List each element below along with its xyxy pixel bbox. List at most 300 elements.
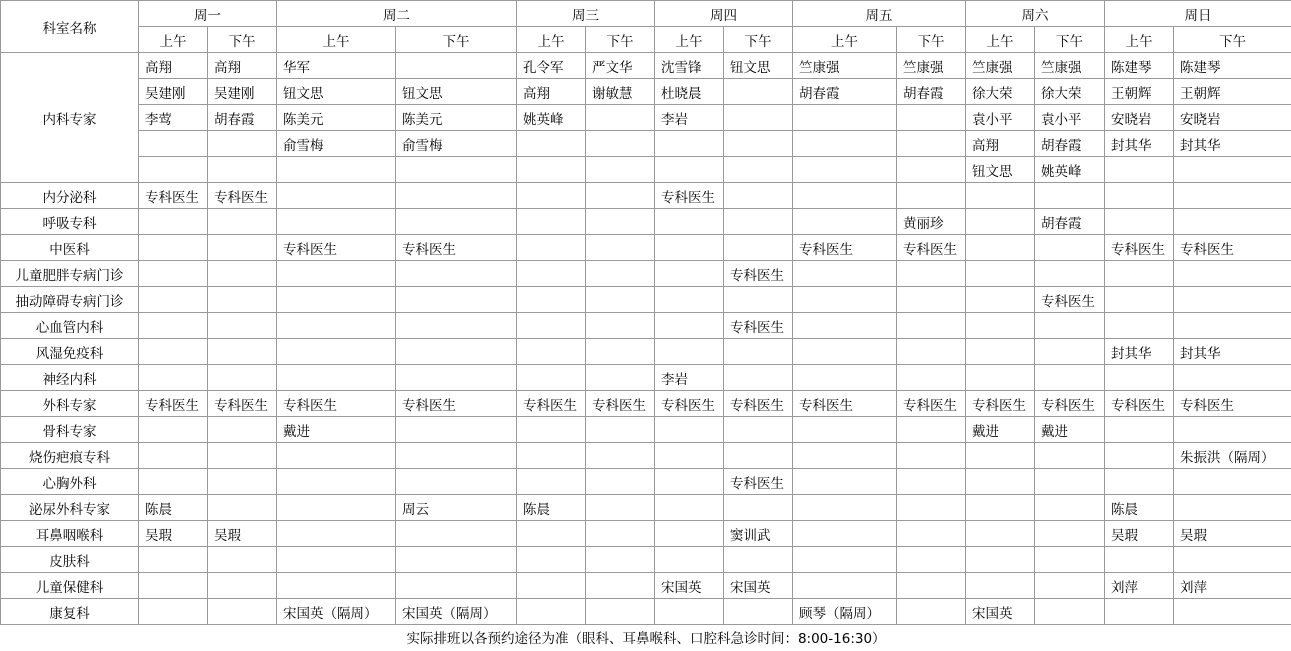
- schedule-cell: [655, 599, 724, 625]
- schedule-cell: [655, 469, 724, 495]
- schedule-cell: [396, 547, 517, 573]
- schedule-cell: [139, 339, 208, 365]
- schedule-cell: [793, 105, 897, 131]
- schedule-cell: [586, 313, 655, 339]
- schedule-cell: 专科医生: [277, 235, 396, 261]
- schedule-cell: [1105, 183, 1174, 209]
- schedule-cell: [277, 573, 396, 599]
- schedule-cell: [793, 417, 897, 443]
- table-row: [1, 469, 1291, 495]
- schedule-cell: [655, 157, 724, 183]
- schedule-cell: 宋国英: [655, 573, 724, 599]
- schedule-cell: 吴建刚: [208, 79, 277, 105]
- schedule-cell: [1105, 599, 1174, 625]
- schedule-cell: [586, 209, 655, 235]
- table-row: [1, 313, 1291, 339]
- schedule-cell: 专科医生: [139, 391, 208, 417]
- pm-header: 下午: [1035, 27, 1105, 53]
- schedule-cell: [277, 495, 396, 521]
- schedule-cell: [793, 495, 897, 521]
- schedule-cell: [208, 365, 277, 391]
- schedule-cell: [655, 417, 724, 443]
- am-header: 上午: [655, 27, 724, 53]
- schedule-cell: 专科医生: [1035, 391, 1105, 417]
- schedule-cell: [277, 365, 396, 391]
- day-header: 周二: [277, 1, 517, 27]
- schedule-cell: [208, 547, 277, 573]
- schedule-cell: [966, 573, 1035, 599]
- schedule-cell: [1105, 287, 1174, 313]
- schedule-cell: [208, 287, 277, 313]
- schedule-cell: [793, 547, 897, 573]
- schedule-cell: [139, 443, 208, 469]
- schedule-cell: [793, 443, 897, 469]
- schedule-cell: 袁小平: [966, 105, 1035, 131]
- dept-name: 外科专家: [1, 391, 139, 417]
- schedule-cell: [655, 521, 724, 547]
- schedule-cell: [208, 261, 277, 287]
- schedule-cell: 封其华: [1174, 131, 1291, 157]
- day-header: 周五: [793, 1, 966, 27]
- schedule-cell: [724, 79, 793, 105]
- schedule-cell: 沈雪锋: [655, 53, 724, 79]
- schedule-cell: [724, 365, 793, 391]
- schedule-cell: [1174, 495, 1291, 521]
- schedule-cell: 华军: [277, 53, 396, 79]
- dept-name: 耳鼻咽喉科: [1, 521, 139, 547]
- schedule-cell: 刘萍: [1174, 573, 1291, 599]
- schedule-cell: [724, 183, 793, 209]
- schedule-cell: [586, 105, 655, 131]
- schedule-cell: 宋国英（隔周）: [277, 599, 396, 625]
- schedule-cell: 竺康强: [966, 53, 1035, 79]
- schedule-cell: 胡春霞: [897, 79, 966, 105]
- schedule-cell: [586, 339, 655, 365]
- schedule-cell: 孔令军: [517, 53, 586, 79]
- dept-header: 科室名称: [1, 1, 139, 53]
- table-row: [1, 79, 1291, 105]
- schedule-cell: 专科医生: [396, 235, 517, 261]
- schedule-cell: 专科医生: [655, 391, 724, 417]
- table-row: [1, 131, 1291, 157]
- dept-name: 心胸外科: [1, 469, 139, 495]
- schedule-cell: [724, 547, 793, 573]
- schedule-cell: [793, 469, 897, 495]
- table-row: [1, 157, 1291, 183]
- schedule-cell: [966, 547, 1035, 573]
- schedule-cell: [586, 469, 655, 495]
- schedule-cell: 陈晨: [139, 495, 208, 521]
- schedule-cell: [1105, 313, 1174, 339]
- schedule-cell: [277, 287, 396, 313]
- schedule-cell: [396, 339, 517, 365]
- schedule-cell: [897, 469, 966, 495]
- schedule-cell: [139, 365, 208, 391]
- schedule-cell: [897, 105, 966, 131]
- schedule-cell: [396, 261, 517, 287]
- schedule-cell: 专科医生: [1174, 391, 1291, 417]
- schedule-cell: 周云: [396, 495, 517, 521]
- schedule-cell: 专科医生: [1105, 235, 1174, 261]
- schedule-cell: [897, 365, 966, 391]
- schedule-cell: [1035, 235, 1105, 261]
- schedule-cell: [586, 495, 655, 521]
- schedule-cell: [793, 287, 897, 313]
- am-header: 上午: [1105, 27, 1174, 53]
- dept-name: 儿童肥胖专病门诊: [1, 261, 139, 287]
- schedule-cell: [517, 157, 586, 183]
- schedule-cell: [139, 417, 208, 443]
- schedule-cell: [1035, 365, 1105, 391]
- table-row: [1, 547, 1291, 573]
- schedule-cell: [517, 547, 586, 573]
- header-days-row: [1, 1, 1291, 27]
- schedule-cell: [586, 287, 655, 313]
- schedule-cell: [517, 339, 586, 365]
- schedule-cell: 姚英峰: [1035, 157, 1105, 183]
- schedule-cell: [966, 287, 1035, 313]
- schedule-cell: [724, 235, 793, 261]
- schedule-cell: [966, 313, 1035, 339]
- schedule-cell: [897, 157, 966, 183]
- schedule-cell: [1174, 417, 1291, 443]
- schedule-cell: 徐大荣: [1035, 79, 1105, 105]
- schedule-cell: 吴瑕: [208, 521, 277, 547]
- schedule-cell: [277, 339, 396, 365]
- table-row: [1, 235, 1291, 261]
- schedule-cell: 徐大荣: [966, 79, 1035, 105]
- schedule-cell: [793, 365, 897, 391]
- header-period-row: [1, 27, 1291, 53]
- schedule-cell: 专科医生: [897, 235, 966, 261]
- schedule-cell: [517, 261, 586, 287]
- schedule-cell: [1105, 209, 1174, 235]
- schedule-cell: [793, 573, 897, 599]
- schedule-cell: [396, 417, 517, 443]
- schedule-cell: 安晓岩: [1174, 105, 1291, 131]
- schedule-cell: [897, 521, 966, 547]
- schedule-cell: [1035, 261, 1105, 287]
- schedule-cell: [655, 443, 724, 469]
- dept-name: 皮肤科: [1, 547, 139, 573]
- schedule-cell: [517, 469, 586, 495]
- schedule-cell: [1174, 183, 1291, 209]
- schedule-cell: 吴瑕: [1174, 521, 1291, 547]
- schedule-cell: 专科医生: [724, 313, 793, 339]
- schedule-cell: [655, 235, 724, 261]
- schedule-cell: [724, 105, 793, 131]
- schedule-cell: 专科医生: [586, 391, 655, 417]
- schedule-cell: 王朝辉: [1174, 79, 1291, 105]
- schedule-cell: [793, 183, 897, 209]
- schedule-cell: [897, 261, 966, 287]
- schedule-cell: 钮文思: [396, 79, 517, 105]
- schedule-cell: 高翔: [208, 53, 277, 79]
- schedule-cell: [724, 443, 793, 469]
- schedule-cell: [1174, 547, 1291, 573]
- schedule-cell: [396, 365, 517, 391]
- schedule-cell: [793, 521, 897, 547]
- schedule-cell: 封其华: [1174, 339, 1291, 365]
- schedule-cell: [793, 157, 897, 183]
- schedule-cell: [208, 209, 277, 235]
- schedule-cell: [139, 469, 208, 495]
- schedule-cell: 朱振洪（隔周）: [1174, 443, 1291, 469]
- schedule-cell: [1035, 495, 1105, 521]
- schedule-cell: [724, 417, 793, 443]
- schedule-cell: [396, 521, 517, 547]
- schedule-cell: [396, 209, 517, 235]
- schedule-cell: [897, 131, 966, 157]
- schedule-cell: [724, 287, 793, 313]
- schedule-cell: 宋国英: [966, 599, 1035, 625]
- schedule-cell: 专科医生: [277, 391, 396, 417]
- dept-name: 神经内科: [1, 365, 139, 391]
- schedule-cell: 刘萍: [1105, 573, 1174, 599]
- schedule-cell: [208, 339, 277, 365]
- table-row: [1, 183, 1291, 209]
- schedule-cell: [586, 183, 655, 209]
- schedule-cell: [586, 235, 655, 261]
- table-row: [1, 365, 1291, 391]
- schedule-cell: [966, 339, 1035, 365]
- schedule-cell: [586, 157, 655, 183]
- schedule-cell: [517, 521, 586, 547]
- schedule-cell: [396, 157, 517, 183]
- schedule-cell: [1035, 443, 1105, 469]
- schedule-cell: [724, 157, 793, 183]
- schedule-cell: 王朝辉: [1105, 79, 1174, 105]
- dept-name: 抽动障碍专病门诊: [1, 287, 139, 313]
- schedule-cell: [517, 573, 586, 599]
- schedule-cell: 封其华: [1105, 339, 1174, 365]
- schedule-cell: 封其华: [1105, 131, 1174, 157]
- schedule-cell: [396, 469, 517, 495]
- schedule-cell: 专科医生: [1105, 391, 1174, 417]
- schedule-cell: [139, 313, 208, 339]
- schedule-cell: [396, 53, 517, 79]
- schedule-cell: [1105, 365, 1174, 391]
- schedule-cell: 专科医生: [793, 391, 897, 417]
- schedule-cell: 吴瑕: [139, 521, 208, 547]
- schedule-cell: [586, 365, 655, 391]
- pm-header: 下午: [1174, 27, 1291, 53]
- schedule-cell: [655, 261, 724, 287]
- pm-header: 下午: [724, 27, 793, 53]
- schedule-cell: 胡春霞: [793, 79, 897, 105]
- schedule-cell: [793, 131, 897, 157]
- schedule-cell: [139, 157, 208, 183]
- schedule-cell: [139, 547, 208, 573]
- day-header: 周六: [966, 1, 1105, 27]
- schedule-cell: 宋国英: [724, 573, 793, 599]
- schedule-cell: 专科医生: [208, 183, 277, 209]
- schedule-cell: [208, 573, 277, 599]
- schedule-cell: [1105, 443, 1174, 469]
- schedule-cell: 专科医生: [139, 183, 208, 209]
- schedule-cell: 专科医生: [724, 391, 793, 417]
- schedule-cell: [1105, 157, 1174, 183]
- schedule-cell: [1035, 573, 1105, 599]
- schedule-cell: 专科医生: [793, 235, 897, 261]
- schedule-cell: 谢敏慧: [586, 79, 655, 105]
- schedule-cell: 李岩: [655, 365, 724, 391]
- schedule-cell: [1035, 599, 1105, 625]
- schedule-cell: 专科医生: [897, 391, 966, 417]
- table-row: [1, 495, 1291, 521]
- schedule-cell: [139, 287, 208, 313]
- schedule-cell: [1035, 469, 1105, 495]
- schedule-cell: [139, 209, 208, 235]
- schedule-cell: [586, 131, 655, 157]
- schedule-cell: [1174, 469, 1291, 495]
- schedule-cell: 专科医生: [517, 391, 586, 417]
- schedule-cell: 专科医生: [655, 183, 724, 209]
- schedule-cell: 姚英峰: [517, 105, 586, 131]
- schedule-cell: [1105, 417, 1174, 443]
- schedule-cell: 戴进: [966, 417, 1035, 443]
- schedule-cell: [517, 235, 586, 261]
- table-row: [1, 521, 1291, 547]
- pm-header: 下午: [208, 27, 277, 53]
- table-row: [1, 261, 1291, 287]
- schedule-cell: [724, 339, 793, 365]
- schedule-cell: [793, 209, 897, 235]
- schedule-cell: [517, 287, 586, 313]
- schedule-cell: [277, 547, 396, 573]
- schedule-cell: [724, 599, 793, 625]
- schedule-cell: [966, 495, 1035, 521]
- day-header: 周一: [139, 1, 277, 27]
- schedule-cell: 陈建琴: [1105, 53, 1174, 79]
- schedule-cell: [655, 209, 724, 235]
- schedule-cell: [208, 495, 277, 521]
- schedule-cell: 陈美元: [396, 105, 517, 131]
- schedule-cell: [586, 521, 655, 547]
- schedule-cell: [655, 131, 724, 157]
- schedule-cell: 袁小平: [1035, 105, 1105, 131]
- schedule-cell: 胡春霞: [1035, 209, 1105, 235]
- schedule-cell: 竺康强: [1035, 53, 1105, 79]
- schedule-cell: 窦训武: [724, 521, 793, 547]
- schedule-cell: [1174, 287, 1291, 313]
- schedule-cell: [277, 521, 396, 547]
- dept-name: 康复科: [1, 599, 139, 625]
- schedule-cell: 杜晓晨: [655, 79, 724, 105]
- schedule-cell: [1105, 469, 1174, 495]
- schedule-cell: 钮文思: [277, 79, 396, 105]
- schedule-cell: [966, 261, 1035, 287]
- table-row: [1, 573, 1291, 599]
- schedule-cell: [897, 313, 966, 339]
- pm-header: 下午: [396, 27, 517, 53]
- schedule-cell: [1035, 183, 1105, 209]
- schedule-cell: [277, 469, 396, 495]
- schedule-cell: [1105, 261, 1174, 287]
- day-header: 周日: [1105, 1, 1291, 27]
- footer-note: 实际排班以各预约途径为准（眼科、耳鼻喉科、口腔科急诊时间：8:00-16:30）: [1, 625, 1291, 650]
- dept-name: 儿童保健科: [1, 573, 139, 599]
- schedule-cell: [139, 235, 208, 261]
- schedule-cell: 严文华: [586, 53, 655, 79]
- schedule-cell: [1174, 157, 1291, 183]
- schedule-cell: [517, 209, 586, 235]
- schedule-cell: [1174, 599, 1291, 625]
- schedule-cell: [517, 131, 586, 157]
- schedule-cell: [897, 495, 966, 521]
- schedule-cell: [897, 339, 966, 365]
- schedule-cell: [897, 443, 966, 469]
- am-header: 上午: [517, 27, 586, 53]
- day-header: 周四: [655, 1, 793, 27]
- am-header: 上午: [139, 27, 208, 53]
- schedule-cell: 李岩: [655, 105, 724, 131]
- schedule-cell: 吴建刚: [139, 79, 208, 105]
- schedule-cell: 竺康强: [793, 53, 897, 79]
- schedule-cell: [897, 417, 966, 443]
- am-header: 上午: [966, 27, 1035, 53]
- schedule-cell: 李莺: [139, 105, 208, 131]
- schedule-cell: [517, 313, 586, 339]
- table-row: [1, 391, 1291, 417]
- schedule-cell: 专科医生: [724, 469, 793, 495]
- day-header: 周三: [517, 1, 655, 27]
- schedule-cell: [208, 131, 277, 157]
- table-row: [1, 417, 1291, 443]
- schedule-cell: [139, 261, 208, 287]
- schedule-cell: 专科医生: [724, 261, 793, 287]
- schedule-cell: [793, 339, 897, 365]
- schedule-cell: [396, 313, 517, 339]
- schedule-cell: [208, 443, 277, 469]
- schedule-cell: [517, 365, 586, 391]
- am-header: 上午: [277, 27, 396, 53]
- schedule-cell: [208, 469, 277, 495]
- schedule-cell: 专科医生: [966, 391, 1035, 417]
- dept-name: 中医科: [1, 235, 139, 261]
- schedule-cell: [396, 443, 517, 469]
- schedule-cell: [139, 131, 208, 157]
- schedule-cell: 顾琴（隔周）: [793, 599, 897, 625]
- schedule-cell: [277, 157, 396, 183]
- am-header: 上午: [793, 27, 897, 53]
- table-row: [1, 599, 1291, 625]
- schedule-cell: 陈美元: [277, 105, 396, 131]
- schedule-cell: [517, 599, 586, 625]
- table-row: [1, 105, 1291, 131]
- dept-name: 呼吸专科: [1, 209, 139, 235]
- schedule-cell: 高翔: [517, 79, 586, 105]
- table-row: [1, 287, 1291, 313]
- table-row: [1, 53, 1291, 79]
- schedule-cell: 安晓岩: [1105, 105, 1174, 131]
- schedule-cell: [586, 261, 655, 287]
- schedule-cell: [586, 599, 655, 625]
- schedule-cell: 专科医生: [1174, 235, 1291, 261]
- schedule-cell: [277, 443, 396, 469]
- schedule-cell: 胡春霞: [208, 105, 277, 131]
- schedule-cell: 胡春霞: [1035, 131, 1105, 157]
- schedule-cell: [208, 417, 277, 443]
- schedule-cell: [139, 599, 208, 625]
- schedule-cell: [1174, 365, 1291, 391]
- schedule-cell: [586, 443, 655, 469]
- schedule-cell: [966, 469, 1035, 495]
- schedule-cell: [655, 313, 724, 339]
- schedule-cell: [396, 287, 517, 313]
- schedule-cell: 戴进: [277, 417, 396, 443]
- dept-name: 风湿免疫科: [1, 339, 139, 365]
